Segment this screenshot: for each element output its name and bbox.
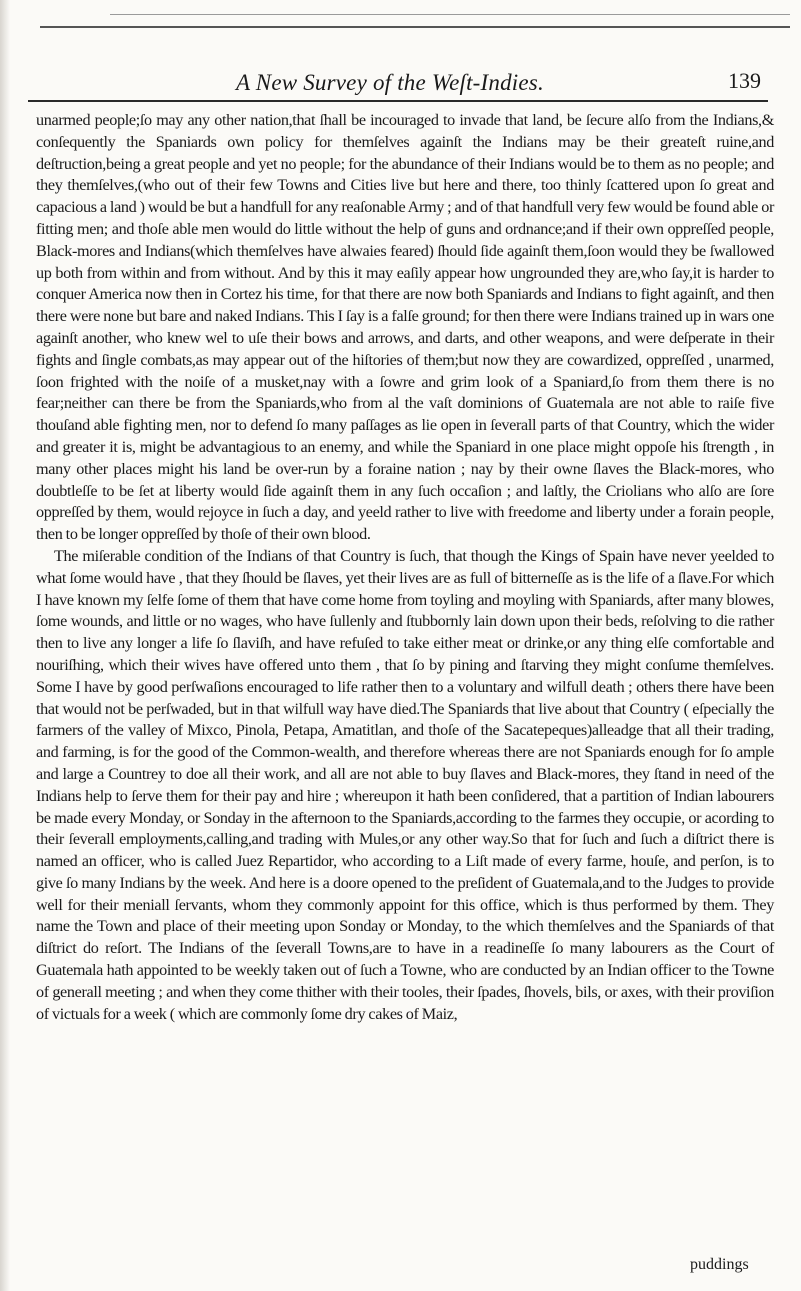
header-rule (28, 100, 768, 102)
binding-shadow (0, 0, 10, 1291)
running-title: A New Survey of the Weſt-Indies. (236, 70, 544, 95)
catchword: puddings (690, 1256, 749, 1273)
page-number: 139 (728, 68, 761, 93)
page-header (0, 64, 801, 104)
top-border-rule-heavy (40, 26, 790, 28)
top-border-rule (110, 14, 790, 15)
body-text (36, 110, 774, 1025)
paragraph: The miſerable condition of the Indians of that Country is ſuch, that though the Kings of Spain have never yeelded to what ſome would have , that they ſhould be ſlaves, yet their lives are as full of bitterneſſe as is the life of a ſlave.For which I have known my ſelfe ſome of them that have come home from toyling and moyling with Spaniards, after many blowes, ſome wounds, and little or no wages, who have ſullenly and ſtubbornly lain down upon their beds, reſolving to die rather then to live any longer a life ſo ſlaviſh, and have refuſed to take either meat or drinke,or any thing elſe comfortable and nouriſhing, which their wives have offered unto them , that ſo by pining and ſtarving they might conſume themſelves. Some I have by good perſwaſions encouraged to life rather then to a voluntary and wilfull death ; others there have been that would not be perſwaded, but in that wilfull way have died.The Spaniards that live about that Country ( eſpecially the farmers of the valley of Mixco, Pinola, Petapa, Amatitlan, and thoſe of the Sacatepeques)alleadge that all their trading, and farming, is for the good of the Common-wealth, and therefore whereas there are not Spaniards enough for ſo ample and large a Countrey to doe all their work, and all are not able to buy ſlaves and Black-mores, they ſtand in need of the Indians help to ſerve them for their pay and hire ; whereupon it hath been conſidered, that a partition of Indian labourers be made every Monday, or Sonday in the afternoon to the Spaniards,according to the farmes they occupie, or acording to their ſeverall employments,calling,and trading with Mules,or any other way.So that for ſuch and ſuch a diſtrict there is named an officer, who is called Juez Repartidor, who according to a Liſt made of every farme, houſe, and perſon, is to give ſo many Indians by the week. And here is a doore opened to the preſident of Guatemala,and to the Judges to provide well for their meniall ſervants, whom they commonly appoint for this office, which is thus performed by them. They name the Town and place of their meeting upon Sonday or Monday, to the which themſelves and the Spaniards of that diſtrict do reſort. The Indians of the ſeverall Towns,are to have in a readineſſe ſo many labourers as the Court of Guatemala hath appointed to be weekly taken out of ſuch a Towne, who are conducted by an Indian officer to the Towne of generall meeting ; and when they come thither with their tooles, their ſpades, ſhovels, bils, or axes, with their proviſion of victuals for a week ( which are commonly ſome dry cakes of Maiz, (36, 546, 774, 1023)
paragraph: unarmed people;ſo may any other nation,that ſhall be incouraged to invade that land, be ſecure alſo from the Indians,& conſequently the Spaniards own policy for themſelves againſt the Indians may be their greateſt ruine,and deſtruction,being a great people and yet no people; for the abundance of their Indians would be to them as no people; and they themſelves,(who out of their few Towns and Cities live but here and there, too thinly ſcattered upon ſo great and capacious a land ) would be but a handfull for any reaſonable Army ; and of that handfull very few would be found able or fitting men; and thoſe able men would do little without the help of guns and ordnance;and if their own oppreſſed people, Black-mores and Indians(which themſelves have alwaies feared) ſhould ſide againſt them,ſoon would they be ſwallowed up both from within and from without. And by this it may eaſily appear how ungrounded they are,who ſay,it is harder to conquer America now then in Cortez his time, for that there are now both Spaniards and Indians to fight againſt, and then there were none but bare and naked Indians. This I ſay is a falſe ground; for then there were Indians trained up in wars one againſt another, who knew wel to uſe their bows and arrows, and darts, and other weapons, and were deſperate in their fights and ſingle combats,as may appear out of the hiſtories of them;but now they are cowardized, oppreſſed , unarmed, ſoon frighted with the noiſe of a musket,nay with a ſowre and grim look of a Spaniard,ſo from them there is no fear;neither can there be from the Spaniards,who from al the vaſt dominions of Guatemala are not able to raiſe five thouſand able fighting men, nor to defend ſo many paſſages as lie open in ſeverall parts of that Country, which the wider and greater it is, might be advantagious to an enemy, and while the Spaniard in one place might oppoſe his ſtrength , in many other places might his land be over-run by a foraine nation ; nay by their owne ſlaves the Black-mores, who doubtleſſe to be ſet at liberty would ſide againſt them in any ſuch occaſion ; and laſtly, the Criolians who alſo are ſore oppreſſed by them, would rejoyce in ſuch a day, and yeeld rather to live with freedome and liberty under a forain people, then to be longer oppreſſed by thoſe of their own blood. (36, 111, 774, 544)
